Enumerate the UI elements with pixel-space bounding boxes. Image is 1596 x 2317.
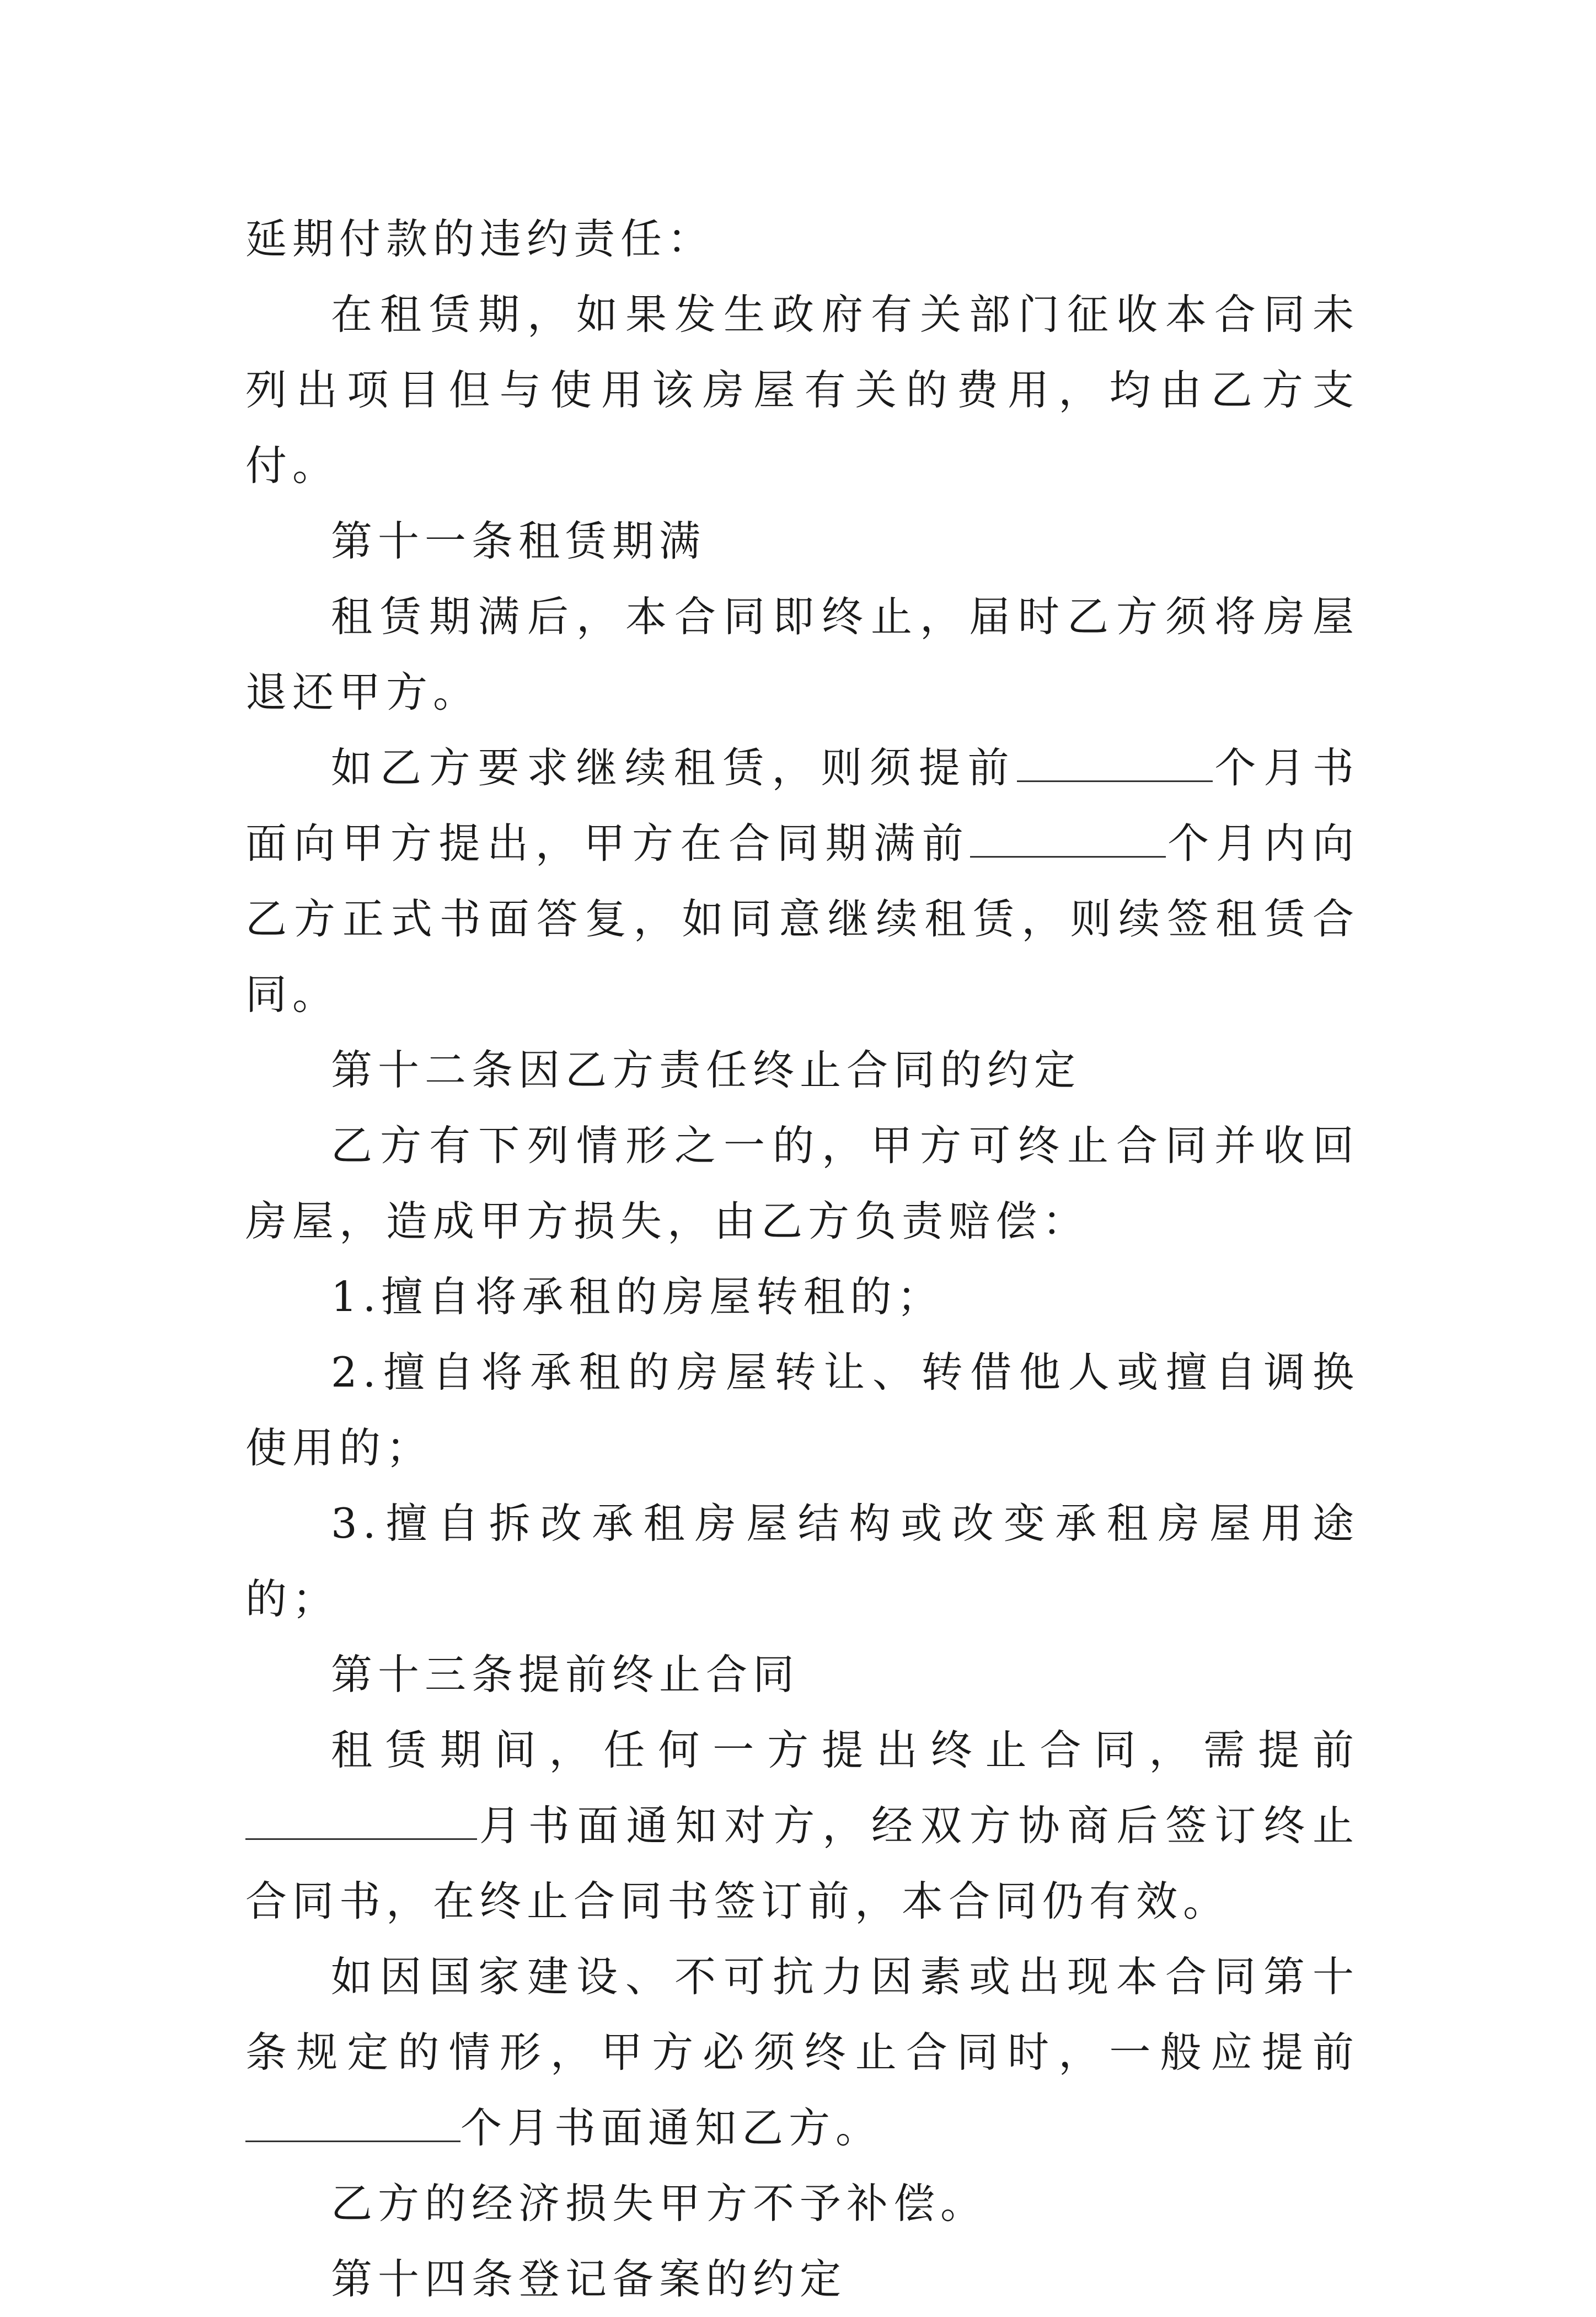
paragraph-late-payment: 延期付款的违约责任： bbox=[245, 215, 715, 263]
list-item-sublet: 1.擅自将承租的房屋转租的； bbox=[331, 1272, 944, 1321]
early-termination-text-1: 租赁期间，任何一方提出终止合同，需提前 bbox=[331, 1726, 1359, 1774]
force-majeure-text-1: 如因国家建设、不可抗力因素或出现本合同第十条规定的情形，甲方必须终止合同时，一般应提前 bbox=[245, 1952, 1359, 2077]
article-13-heading: 第十三条提前终止合同 bbox=[331, 1650, 800, 1699]
list-item-transfer: 2.擅自将承租的房屋转让、转借他人或擅自调换使用的； bbox=[245, 1348, 1359, 1472]
force-majeure-months-blank[interactable] bbox=[245, 2102, 460, 2142]
paragraph-early-termination bbox=[245, 1713, 1359, 1939]
paragraph-lease-expiry: 租赁期满后，本合同即终止，届时乙方须将房屋退还甲方。 bbox=[245, 592, 1359, 716]
paragraph-no-compensation: 乙方的经济损失甲方不予补偿。 bbox=[331, 2179, 988, 2228]
document-body bbox=[245, 201, 1359, 2317]
article-14-heading: 第十四条登记备案的约定 bbox=[331, 2255, 847, 2303]
notice-months-blank[interactable] bbox=[245, 1800, 477, 1840]
article-12-heading: 第十二条因乙方责任终止合同的约定 bbox=[331, 1046, 1081, 1094]
renewal-text-1: 如乙方要求继续租赁，则须提前 bbox=[331, 743, 1017, 792]
reply-months-blank[interactable] bbox=[970, 817, 1166, 858]
force-majeure-text-2: 个月书面通知乙方。 bbox=[460, 2104, 883, 2152]
renewal-text-2: 个月书面向甲方提出，甲方在合同期满前 bbox=[245, 743, 1359, 868]
paragraph-government-fees: 在租赁期，如果发生政府有关部门征收本合同未列出项目但与使用该房屋有关的费用，均由乙方支付。 bbox=[245, 290, 1359, 490]
list-item-alteration: 3.擅自拆改承租房屋结构或改变承租房屋用途的； bbox=[245, 1499, 1359, 1623]
paragraph-lease-renewal bbox=[245, 730, 1359, 1032]
early-termination-text-2: 月书面通知对方，经双方协商后签订终止合同书，在终止合同书签订前，本合同仍有效。 bbox=[245, 1801, 1359, 1925]
article-11-heading: 第十一条租赁期满 bbox=[331, 517, 706, 565]
paragraph-force-majeure bbox=[245, 1939, 1359, 2166]
renewal-text-3: 个月内向乙方正式书面答复，如同意继续租赁，则续签租赁合同。 bbox=[245, 819, 1359, 1019]
renewal-months-blank[interactable] bbox=[1017, 742, 1213, 782]
paragraph-termination-conditions: 乙方有下列情形之一的，甲方可终止合同并收回房屋，造成甲方损失，由乙方负责赔偿： bbox=[245, 1121, 1359, 1245]
